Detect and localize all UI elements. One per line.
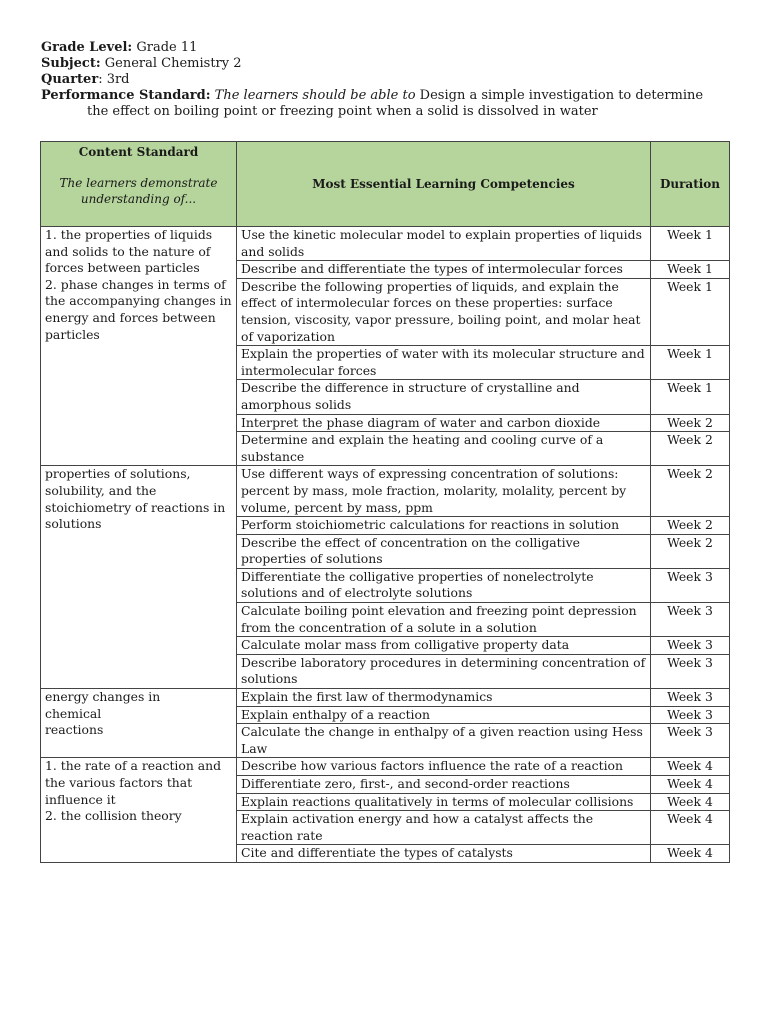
competency-cell: Explain enthalpy of a reaction <box>237 706 651 724</box>
competency-cell: Explain the properties of water with its molecular structure and intermolecular forces <box>237 346 651 380</box>
competency-cell: Explain the first law of thermodynamics <box>237 689 651 707</box>
competencies-header: Most Essential Learning Competencies <box>237 142 651 227</box>
competency-cell: Use the kinetic molecular model to explain properties of liquids and solids <box>237 227 651 261</box>
content-standard-cell <box>41 689 237 758</box>
performance-standard-line-2 <box>41 104 731 120</box>
subject-label: Subject: <box>41 56 101 71</box>
content-standard-text: energy changes in chemical reactions <box>45 689 161 738</box>
subject-line <box>41 56 731 72</box>
duration-cell: Week 3 <box>651 568 730 602</box>
table-body <box>41 227 730 863</box>
competency-cell: Describe the following properties of liquids, and explain the effect of intermolecular forces on these properties: surface tension, viscosity, vapor pressure, boiling point, and molar heat of vaporization <box>237 278 651 345</box>
competency-cell: Describe how various factors influence the rate of a reaction <box>237 758 651 776</box>
competency-cell: Explain activation energy and how a catalyst affects the reaction rate <box>237 811 651 845</box>
competency-cell: Explain reactions qualitatively in terms of molecular collisions <box>237 793 651 811</box>
table-row <box>41 466 730 517</box>
duration-cell: Week 4 <box>651 811 730 845</box>
content-standard-cell <box>41 227 237 466</box>
duration-cell: Week 2 <box>651 466 730 517</box>
performance-standard-text-1: Design a simple investigation to determine <box>415 88 704 103</box>
competency-cell: Differentiate the colligative properties of nonelectrolyte solutions and of electrolyte solutions <box>237 568 651 602</box>
duration-cell: Week 3 <box>651 689 730 707</box>
duration-cell: Week 1 <box>651 227 730 261</box>
competency-cell: Perform stoichiometric calculations for reactions in solution <box>237 517 651 535</box>
competency-cell: Cite and differentiate the types of catalysts <box>237 845 651 863</box>
table-row <box>41 227 730 261</box>
table-header-row <box>41 142 730 227</box>
performance-standard-lead: The learners should be able to <box>210 88 416 103</box>
duration-cell: Week 1 <box>651 261 730 279</box>
content-standard-header <box>41 142 237 227</box>
grade-level-line <box>41 40 731 56</box>
content-standard-subtitle: The learners demonstrate understanding of... <box>59 175 218 206</box>
competency-cell: Calculate the change in enthalpy of a given reaction using Hess Law <box>237 724 651 758</box>
duration-cell: Week 3 <box>651 654 730 688</box>
quarter-value: : 3rd <box>98 72 130 87</box>
competency-cell: Describe the difference in structure of crystalline and amorphous solids <box>237 380 651 414</box>
content-standard-title: Content Standard <box>78 145 199 159</box>
duration-cell: Week 3 <box>651 706 730 724</box>
content-standard-cell <box>41 758 237 863</box>
content-standard-text: properties of solutions, solubility, and the stoichiometry of reactions in solutions <box>45 466 226 532</box>
content-standard-text: 1. the rate of a reaction and the various factors that influence it 2. the collision theory <box>45 758 222 824</box>
duration-cell: Week 4 <box>651 793 730 811</box>
subject-value: General Chemistry 2 <box>100 56 242 71</box>
duration-cell: Week 2 <box>651 517 730 535</box>
duration-cell: Week 3 <box>651 637 730 655</box>
competency-cell: Describe and differentiate the types of intermolecular forces <box>237 261 651 279</box>
duration-cell: Week 2 <box>651 534 730 568</box>
competency-cell: Differentiate zero, first-, and second-order reactions <box>237 776 651 794</box>
duration-cell: Week 2 <box>651 414 730 432</box>
duration-header: Duration <box>651 142 730 227</box>
grade-level-label: Grade Level: <box>41 40 133 55</box>
duration-cell: Week 1 <box>651 380 730 414</box>
competency-cell: Interpret the phase diagram of water and carbon dioxide <box>237 414 651 432</box>
grade-level-value: Grade 11 <box>132 40 198 55</box>
competencies-table <box>40 141 730 863</box>
duration-cell: Week 3 <box>651 724 730 758</box>
document-header <box>41 40 731 120</box>
competency-cell: Use different ways of expressing concentration of solutions: percent by mass, mole fraction, molarity, molality, percent by volume, percent by mass, ppm <box>237 466 651 517</box>
quarter-line <box>41 72 731 88</box>
competency-cell: Calculate molar mass from colligative property data <box>237 637 651 655</box>
quarter-label: Quarter <box>41 72 99 87</box>
competency-cell: Determine and explain the heating and cooling curve of a substance <box>237 432 651 466</box>
duration-cell: Week 2 <box>651 432 730 466</box>
competency-cell: Describe the effect of concentration on the colligative properties of solutions <box>237 534 651 568</box>
competency-cell: Describe laboratory procedures in determining concentration of solutions <box>237 654 651 688</box>
duration-cell: Week 4 <box>651 845 730 863</box>
competency-cell: Calculate boiling point elevation and freezing point depression from the concentration of a solute in a solution <box>237 603 651 637</box>
performance-standard-label: Performance Standard: <box>41 88 211 103</box>
duration-cell: Week 1 <box>651 278 730 345</box>
content-standard-cell <box>41 466 237 689</box>
performance-standard-text-2: the effect on boiling point or freezing point when a solid is dissolved in water <box>87 104 598 119</box>
duration-cell: Week 4 <box>651 758 730 776</box>
duration-cell: Week 3 <box>651 603 730 637</box>
duration-cell: Week 1 <box>651 346 730 380</box>
content-standard-text: 1. the properties of liquids and solids to the nature of forces between particles 2. phase changes in terms of the accompanying changes in energy and forces between particles <box>45 227 232 342</box>
table-row <box>41 689 730 707</box>
performance-standard-line <box>41 88 731 104</box>
duration-cell: Week 4 <box>651 776 730 794</box>
table-row <box>41 758 730 776</box>
